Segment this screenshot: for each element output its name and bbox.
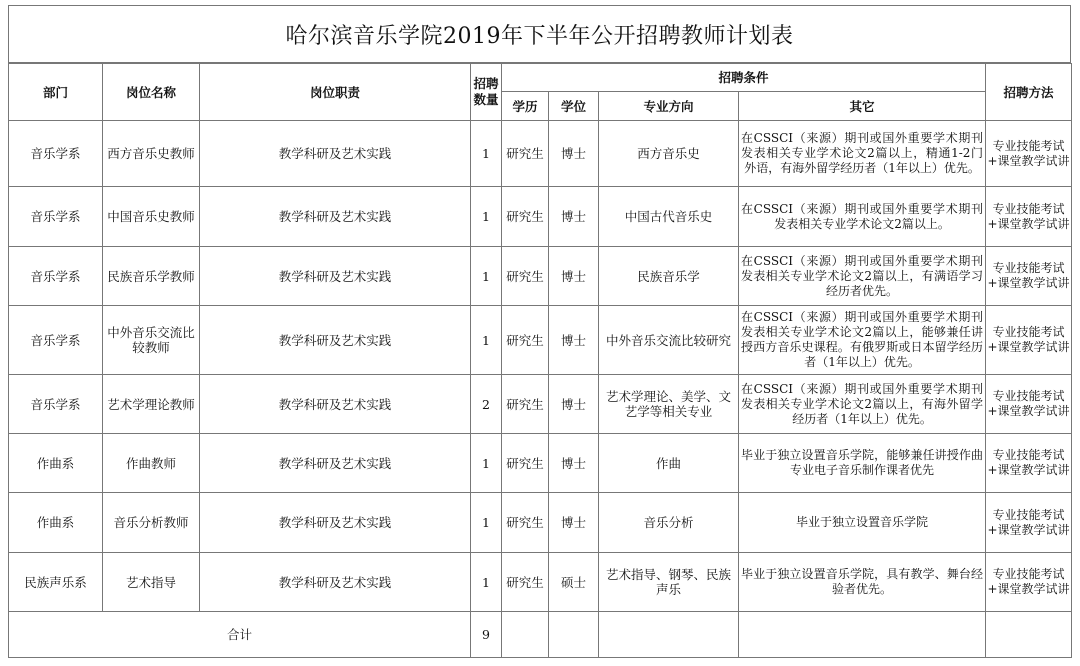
duty-cell: 教学科研及艺术实践	[200, 121, 471, 187]
method-cell: 专业技能考试+课堂教学试讲	[986, 493, 1072, 553]
education-cell: 研究生	[502, 187, 549, 247]
header-conditions: 招聘条件	[502, 64, 986, 92]
major-cell: 艺术学理论、美学、文艺学等相关专业	[599, 375, 739, 434]
education-cell: 研究生	[502, 553, 549, 612]
degree-cell: 博士	[549, 306, 599, 375]
method-cell: 专业技能考试+课堂教学试讲	[986, 434, 1072, 493]
other-cell: 在CSSCI（来源）期刊或国外重要学术期刊发表相关专业学术论文2篇以上，有满语学习经历者优先。	[739, 247, 986, 306]
duty-cell: 教学科研及艺术实践	[200, 306, 471, 375]
department-cell: 音乐学系	[9, 306, 103, 375]
total-empty-education	[502, 612, 549, 658]
degree-cell: 硕士	[549, 553, 599, 612]
method-cell: 专业技能考试+课堂教学试讲	[986, 306, 1072, 375]
major-cell: 艺术指导、钢琴、民族声乐	[599, 553, 739, 612]
table-row	[9, 434, 1072, 493]
header-position: 岗位名称	[103, 64, 200, 121]
page-title: 哈尔滨音乐学院2019年下半年公开招聘教师计划表	[8, 5, 1071, 63]
table-row	[9, 553, 1072, 612]
header-degree: 学位	[549, 92, 599, 121]
department-cell: 音乐学系	[9, 121, 103, 187]
department-cell: 音乐学系	[9, 187, 103, 247]
major-cell: 音乐分析	[599, 493, 739, 553]
major-cell: 民族音乐学	[599, 247, 739, 306]
count-cell: 1	[471, 247, 502, 306]
table-row	[9, 187, 1072, 247]
header-department: 部门	[9, 64, 103, 121]
method-cell: 专业技能考试+课堂教学试讲	[986, 553, 1072, 612]
header-row-1	[9, 64, 1072, 92]
table-row	[9, 306, 1072, 375]
header-major: 专业方向	[599, 92, 739, 121]
header-education: 学历	[502, 92, 549, 121]
major-cell: 中国古代音乐史	[599, 187, 739, 247]
header-method: 招聘方法	[986, 64, 1072, 121]
education-cell: 研究生	[502, 121, 549, 187]
degree-cell: 博士	[549, 121, 599, 187]
count-cell: 1	[471, 434, 502, 493]
department-cell: 音乐学系	[9, 247, 103, 306]
method-cell: 专业技能考试+课堂教学试讲	[986, 187, 1072, 247]
count-cell: 1	[471, 493, 502, 553]
total-row	[9, 612, 1072, 658]
education-cell: 研究生	[502, 434, 549, 493]
total-empty-other	[739, 612, 986, 658]
degree-cell: 博士	[549, 187, 599, 247]
count-cell: 1	[471, 553, 502, 612]
count-cell: 2	[471, 375, 502, 434]
education-cell: 研究生	[502, 375, 549, 434]
table-row	[9, 121, 1072, 187]
other-cell: 在CSSCI（来源）期刊或国外重要学术期刊发表相关专业学术论文2篇以上，精通1-2门外语，有海外留学经历者（1年以上）优先。	[739, 121, 986, 187]
count-cell: 1	[471, 121, 502, 187]
other-cell: 毕业于独立设置音乐学院，具有教学、舞台经验者优先。	[739, 553, 986, 612]
position-cell: 中外音乐交流比较教师	[103, 306, 200, 375]
total-label: 合计	[9, 612, 471, 658]
major-cell: 作曲	[599, 434, 739, 493]
position-cell: 民族音乐学教师	[103, 247, 200, 306]
degree-cell: 博士	[549, 493, 599, 553]
major-cell: 中外音乐交流比较研究	[599, 306, 739, 375]
department-cell: 民族声乐系	[9, 553, 103, 612]
header-count: 招聘数量	[471, 64, 502, 121]
table-body	[9, 121, 1072, 612]
header-duty: 岗位职责	[200, 64, 471, 121]
count-cell: 1	[471, 187, 502, 247]
other-cell: 在CSSCI（来源）期刊或国外重要学术期刊发表相关专业学术论文2篇以上。	[739, 187, 986, 247]
table-row	[9, 375, 1072, 434]
department-cell: 作曲系	[9, 493, 103, 553]
total-empty-degree	[549, 612, 599, 658]
table-row	[9, 493, 1072, 553]
total-empty-major	[599, 612, 739, 658]
recruitment-plan-sheet	[8, 5, 1071, 661]
department-cell: 作曲系	[9, 434, 103, 493]
duty-cell: 教学科研及艺术实践	[200, 493, 471, 553]
total-count: 9	[471, 612, 502, 658]
method-cell: 专业技能考试+课堂教学试讲	[986, 247, 1072, 306]
education-cell: 研究生	[502, 493, 549, 553]
other-cell: 在CSSCI（来源）期刊或国外重要学术期刊发表相关专业学术论文2篇以上，有海外留学经历者（1年以上）优先。	[739, 375, 986, 434]
education-cell: 研究生	[502, 247, 549, 306]
header-other: 其它	[739, 92, 986, 121]
method-cell: 专业技能考试+课堂教学试讲	[986, 375, 1072, 434]
total-empty-method	[986, 612, 1072, 658]
duty-cell: 教学科研及艺术实践	[200, 187, 471, 247]
degree-cell: 博士	[549, 434, 599, 493]
position-cell: 西方音乐史教师	[103, 121, 200, 187]
method-cell: 专业技能考试+课堂教学试讲	[986, 121, 1072, 187]
position-cell: 中国音乐史教师	[103, 187, 200, 247]
duty-cell: 教学科研及艺术实践	[200, 434, 471, 493]
position-cell: 艺术指导	[103, 553, 200, 612]
table-row	[9, 247, 1072, 306]
position-cell: 音乐分析教师	[103, 493, 200, 553]
other-cell: 毕业于独立设置音乐学院	[739, 493, 986, 553]
other-cell: 毕业于独立设置音乐学院，能够兼任讲授作曲专业电子音乐制作课者优先	[739, 434, 986, 493]
position-cell: 艺术学理论教师	[103, 375, 200, 434]
department-cell: 音乐学系	[9, 375, 103, 434]
education-cell: 研究生	[502, 306, 549, 375]
recruitment-table	[8, 63, 1072, 658]
degree-cell: 博士	[549, 375, 599, 434]
other-cell: 在CSSCI（来源）期刊或国外重要学术期刊发表相关专业学术论文2篇以上，能够兼任讲授西方音乐史课程。有俄罗斯或日本留学经历者（1年以上）优先。	[739, 306, 986, 375]
count-cell: 1	[471, 306, 502, 375]
position-cell: 作曲教师	[103, 434, 200, 493]
major-cell: 西方音乐史	[599, 121, 739, 187]
duty-cell: 教学科研及艺术实践	[200, 375, 471, 434]
duty-cell: 教学科研及艺术实践	[200, 247, 471, 306]
degree-cell: 博士	[549, 247, 599, 306]
duty-cell: 教学科研及艺术实践	[200, 553, 471, 612]
